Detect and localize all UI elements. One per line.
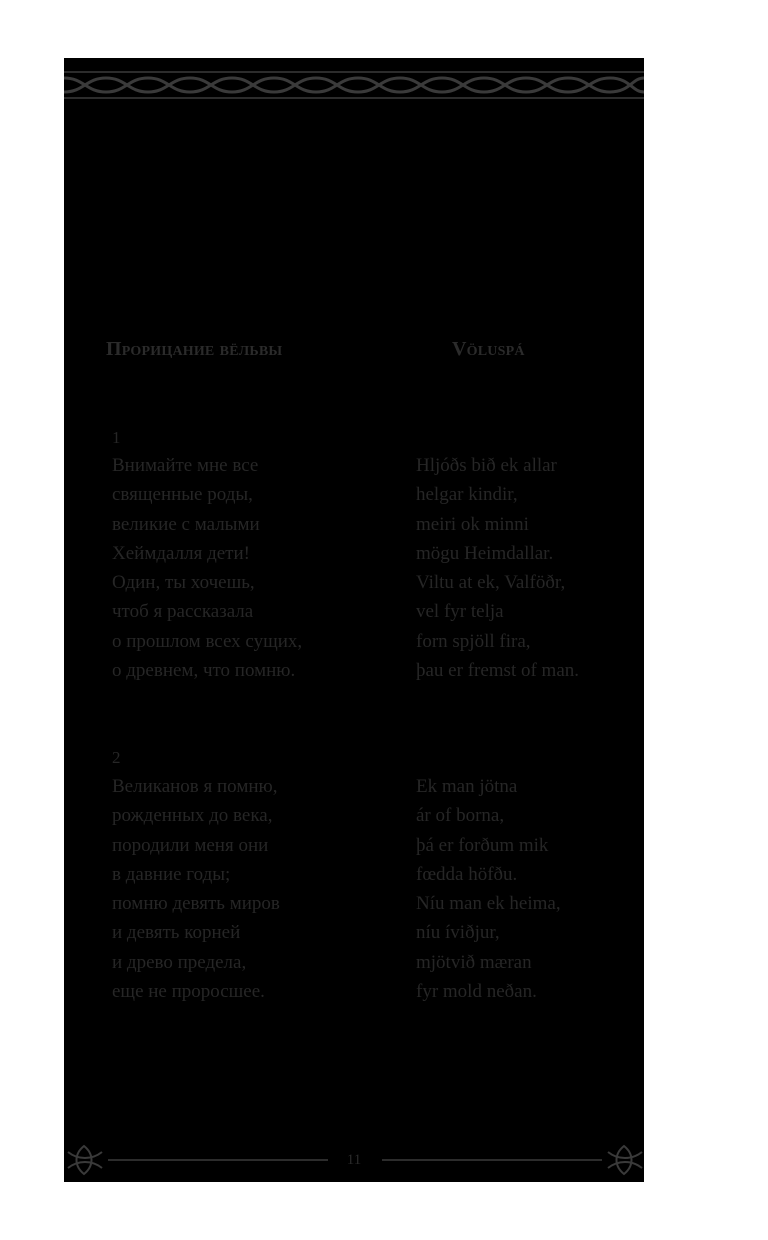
verse-line: Ek man jötna: [416, 776, 518, 797]
verse-line: помню девять миров: [112, 893, 280, 915]
verse-line: великие с малыми: [112, 513, 260, 535]
verse-line: þá er forðum mik: [416, 834, 549, 856]
russian-title: Прорицание вёльвы: [106, 338, 283, 360]
verse-line: о прошлом всех сущих,: [112, 630, 303, 652]
verse-line: священные роды,: [112, 484, 253, 506]
verse-line: þau er fremst of man.: [416, 660, 580, 682]
old-norse-stanza: [416, 451, 579, 685]
verse-line: fyr mold neðan.: [416, 981, 537, 1003]
verse-line: и древо предела,: [112, 951, 247, 973]
verse-line: породили меня они: [112, 834, 269, 856]
book-page: [64, 58, 644, 1182]
verse-line: fœdda höfðu.: [416, 863, 518, 885]
verse-line: helgar kindir,: [416, 484, 518, 506]
verse-line: mögu Heimdallar.: [416, 542, 554, 564]
stanza-number: 1: [112, 428, 121, 447]
verse-line: о древнем, что помню.: [112, 660, 296, 682]
verse-line: Внимайте мне все: [112, 455, 259, 476]
verse-line: чтоб я рассказала: [112, 601, 254, 623]
verse-line: еще не проросшее.: [112, 981, 265, 1003]
verse-line: рожденных до века,: [112, 805, 273, 827]
verse-line: ár of borna,: [416, 805, 505, 827]
russian-stanza: [112, 772, 280, 1006]
verse-line: meiri ok minni: [416, 513, 529, 535]
verse-line: Хеймдалля дети!: [112, 542, 250, 564]
verse-line: в давние годы;: [112, 863, 231, 885]
page-number: 11: [346, 1152, 362, 1168]
verse-line: и девять корней: [112, 922, 241, 944]
verse-line: Один, ты хочешь,: [112, 572, 255, 594]
verse-line: Níu man ek heima,: [416, 893, 561, 915]
stanza-number: 2: [112, 748, 121, 767]
celtic-knot-border: [64, 64, 644, 106]
verse-line: vel fyr telja: [416, 601, 504, 623]
verse-line: mjötvið mæran: [416, 951, 532, 973]
verse-line: Hljóðs bið ek allar: [416, 455, 557, 476]
verse-line: forn spjöll fira,: [416, 630, 531, 652]
old-norse-title: Völuspá: [452, 338, 525, 360]
old-norse-stanza: [416, 772, 561, 1006]
verse-line: Великанов я помню,: [112, 776, 278, 797]
russian-stanza: [112, 451, 302, 685]
verse-line: Viltu at ek, Valföðr,: [416, 572, 566, 594]
verse-line: níu íviðjur,: [416, 922, 500, 944]
